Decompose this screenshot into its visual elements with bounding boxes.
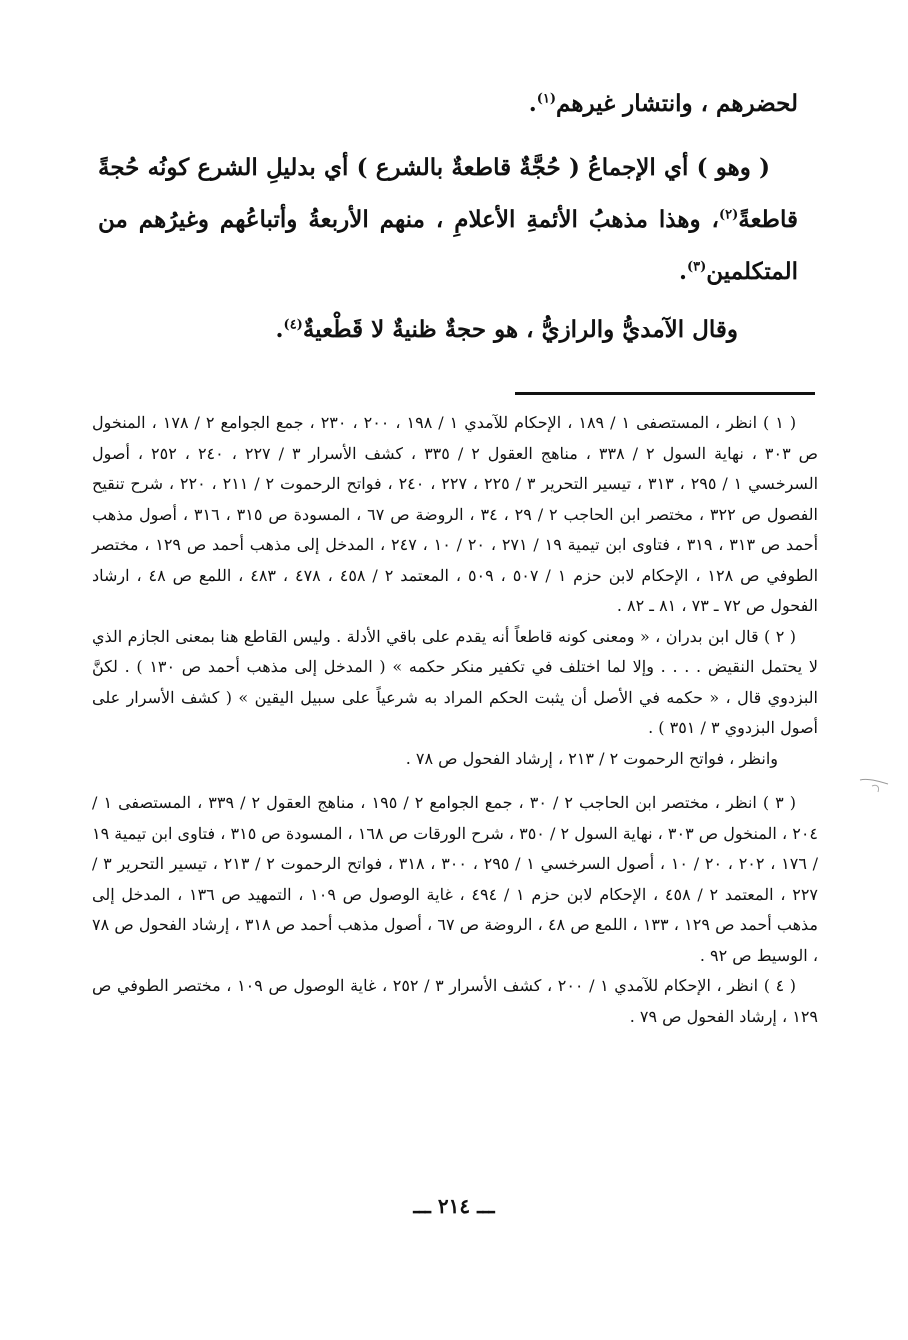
main-line-1 xyxy=(98,78,798,130)
footnote-ref-2: (٢) xyxy=(718,207,739,223)
main-line-1-text: لحضرهم ، وانتشار غيرهم xyxy=(556,90,798,117)
margin-pencil-mark-icon xyxy=(858,772,892,796)
footnote-2-continuation: وانظر ، فواتح الرحموت ٢ / ٢١٣ ، إرشاد الفحول ص ٧٨ . xyxy=(405,748,778,768)
main-paragraph-2 xyxy=(98,142,798,298)
footnote-ref-4: (٤) xyxy=(283,317,303,333)
footnotes-block xyxy=(92,408,818,1032)
main-paragraph-2-part-b: ، وهذا مذهبُ الأئمةِ الأعلامِ ، منهم الأربعةُ وأتباعُهم وغيرُهم من المتكلمين xyxy=(98,206,798,285)
footnote-3: ( ٣ ) انظر ، مختصر ابن الحاجب ٢ / ٣٠ ، جمع الجوامع ٢ / ١٩٥ ، مناهج العقول ٢ / ٣٣٩ ، المستصفى ١ / ٢٠٤ ، المنخول ص ٣٠٣ ، نهاية السول ٢ / ٣٥٠ ، شرح الورقات ص ١٦٨ ، المسودة ص ٣١٥ ، فتاوى ابن تيمية ١٩ / ١٧٦ ، ٢٠٢ ، ٢٠ / ١٠ ، أصول السرخسي ١ / ٢٩٥ ، ٣٠٠ ، ٣١٨ ، فواتح الرحموت ٢ / ٢١٣ ، تيسير التحرير ٣ / ٢٢٧ ، المعتمد ٢ / ٤٥٨ ، الإحكام لابن حزم ١ / ٤٩٤ ، غاية الوصول ص ١٠٩ ، التمهيد ص ١٣٦ ، المدخل إلى مذهب أحمد ص ١٢٩ ، ١٣٣ ، اللمع ص ٤٨ ، الروضة ص ٦٧ ، أصول مذهب أحمد ص ٣١٨ ، إرشاد الفحول ص ٧٨ ، الوسيط ص ٩٢ . xyxy=(92,793,819,965)
main-text xyxy=(98,78,798,356)
footnote-2: ( ٢ ) قال ابن بدران ، « ومعنى كونه قاطعاً أنه يقدم على باقي الأدلة . وليس القاطع هنا بمعنى الجازم الذي لا يحتمل النقيض . . . . وإلا لما اختلف في تكفير منكر حكمه » ( المدخل إلى مذهب أحمد ص ١٣٠ ) . لكنَّ البزدوي قال ، « حكمه في الأصل أن يثبت الحكم المراد به شرعياً على سبيل اليقين » ( كشف الأسرار على أصول البزدوي ٣ / ٣٥١ ) . xyxy=(92,626,818,737)
main-paragraph-3-text: وقال الآمديُّ والرازيُّ ، هو حجةٌ ظنيةٌ لا قَطْعيةٌ xyxy=(302,316,738,343)
footnote-ref-1: (١) xyxy=(536,91,557,107)
main-paragraph-2-end: . xyxy=(678,258,687,285)
footnote-ref-3: (٣) xyxy=(687,259,707,275)
main-paragraph-3-end: . xyxy=(275,316,284,343)
main-paragraph-2-part-a: ( وهو ) أي الإجماعُ ( حُجَّةٌ قاطعةٌ بالشرع ) أي بدليلِ الشرع كونُه حُجةً قاطعةً xyxy=(98,154,798,233)
footnote-4: ( ٤ ) انظر ، الإحكام للآمدي ١ / ٢٠٠ ، كشف الأسرار ٣ / ٢٥٢ ، غاية الوصول ص ١٠٩ ، مختصر الطوفي ص ١٢٩ ، إرشاد الفحول ص ٧٩ . xyxy=(92,976,818,1026)
page-number: ـــ ٢١٤ ـــ xyxy=(413,1194,495,1218)
main-paragraph-3 xyxy=(98,304,798,356)
footnote-separator-rule xyxy=(515,392,815,395)
footnote-1: ( ١ ) انظر ، المستصفى ١ / ١٨٩ ، الإحكام للآمدي ١ / ١٩٨ ، ٢٠٠ ، ٢٣٠ ، جمع الجوامع ٢ / ١٧٨ ، المنخول ص ٣٠٣ ، نهاية السول ٢ / ٣٣٨ ، مناهج العقول ٢ / ٣٣٥ ، كشف الأسرار ٣ / ٢٢٧ ، ٢٤٠ ، ٢٥٢ ، أصول السرخسي ١ / ٢٩٥ ، ٣١٣ ، تيسير التحرير ٣ / ٢٢٥ ، ٢٢٧ ، ٢٤٠ ، فواتح الرحموت ٢ / ٢١١ ، ٢٢٠ ، شرح تنقيح الفصول ص ٣٢٢ ، مختصر ابن الحاجب ٢ / ٢٩ ، ٣٤ ، الروضة ص ٦٧ ، المسودة ص ٣١٥ ، ٣١٦ ، أصول مذهب أحمد ص ٣١٣ ، ٣١٩ ، فتاوى ابن تيمية ١٩ / ٢٧١ ، ٢٠ / ١٠ ، ٢٤٧ ، المدخل إلى مذهب أحمد ص ١٢٩ ، مختصر الطوفي ص ١٢٨ ، الإحكام لابن حزم ١ / ٥٠٧ ، ٥٠٩ ، المعتمد ٢ / ٤٥٨ ، ٤٧٨ ، ٤٨٣ ، اللمع ص ٤٨ ، ارشاد الفحول ص ٧٢ ـ ٧٣ ، ٨١ ـ ٨٢ . xyxy=(92,413,819,615)
main-line-1-end: . xyxy=(528,90,537,117)
